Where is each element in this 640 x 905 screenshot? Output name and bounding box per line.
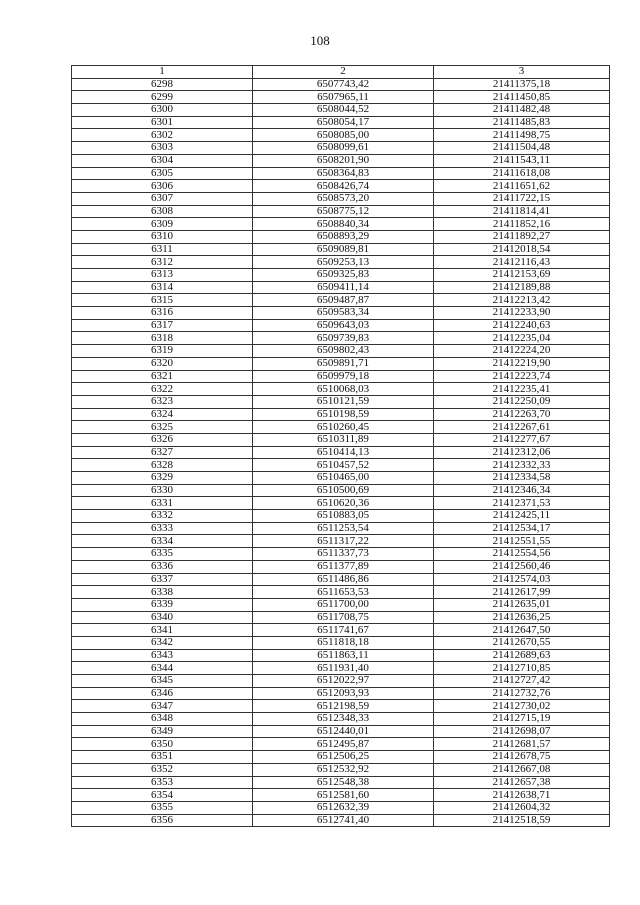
- table-row: [72, 192, 610, 205]
- point-number-cell: 6346: [72, 687, 253, 700]
- y-coordinate-cell: 21412667,08: [434, 763, 610, 776]
- point-number-cell: 6349: [72, 725, 253, 738]
- x-coordinate-cell: 6510465,00: [253, 472, 434, 485]
- point-number-cell: 6320: [72, 357, 253, 370]
- y-coordinate-cell: 21412554,56: [434, 548, 610, 561]
- y-coordinate-cell: 21412332,33: [434, 459, 610, 472]
- point-number-cell: 6316: [72, 307, 253, 320]
- x-coordinate-cell: 6510198,59: [253, 408, 434, 421]
- y-coordinate-cell: 21411618,08: [434, 167, 610, 180]
- point-number-cell: 6328: [72, 459, 253, 472]
- x-coordinate-cell: 6510414,13: [253, 446, 434, 459]
- table-row: [72, 180, 610, 193]
- point-number-cell: 6312: [72, 256, 253, 269]
- y-coordinate-cell: 21412235,04: [434, 332, 610, 345]
- table-row: [72, 383, 610, 396]
- y-coordinate-cell: 21412681,57: [434, 738, 610, 751]
- y-coordinate-cell: 21412312,06: [434, 446, 610, 459]
- y-coordinate-cell: 21412647,50: [434, 624, 610, 637]
- y-coordinate-cell: 21412715,19: [434, 713, 610, 726]
- column-header-3: 3: [434, 66, 610, 79]
- y-coordinate-cell: 21412730,02: [434, 700, 610, 713]
- column-header-2: 2: [253, 66, 434, 79]
- table-row: [72, 421, 610, 434]
- point-number-cell: 6313: [72, 269, 253, 282]
- table-row: [72, 218, 610, 231]
- point-number-cell: 6319: [72, 345, 253, 358]
- table-row: [72, 395, 610, 408]
- y-coordinate-cell: 21412638,71: [434, 789, 610, 802]
- table-row: [72, 307, 610, 320]
- x-coordinate-cell: 6509089,81: [253, 243, 434, 256]
- x-coordinate-cell: 6511337,73: [253, 548, 434, 561]
- x-coordinate-cell: 6509583,34: [253, 307, 434, 320]
- x-coordinate-cell: 6511317,22: [253, 535, 434, 548]
- point-number-cell: 6353: [72, 776, 253, 789]
- point-number-cell: 6334: [72, 535, 253, 548]
- y-coordinate-cell: 21412263,70: [434, 408, 610, 421]
- y-coordinate-cell: 21411543,11: [434, 154, 610, 167]
- table-row: [72, 269, 610, 282]
- y-coordinate-cell: 21412223,74: [434, 370, 610, 383]
- x-coordinate-cell: 6510883,05: [253, 510, 434, 523]
- y-coordinate-cell: 21411375,18: [434, 78, 610, 91]
- y-coordinate-cell: 21412678,75: [434, 751, 610, 764]
- table-row: [72, 776, 610, 789]
- table-row: [72, 522, 610, 535]
- table-row: [72, 636, 610, 649]
- table-row: [72, 535, 610, 548]
- y-coordinate-cell: 21412604,32: [434, 801, 610, 814]
- table-row: [72, 142, 610, 155]
- point-number-cell: 6350: [72, 738, 253, 751]
- y-coordinate-cell: 21412116,43: [434, 256, 610, 269]
- x-coordinate-cell: 6507743,42: [253, 78, 434, 91]
- y-coordinate-cell: 21411814,41: [434, 205, 610, 218]
- table-row: [72, 116, 610, 129]
- point-number-cell: 6338: [72, 586, 253, 599]
- x-coordinate-cell: 6511818,18: [253, 636, 434, 649]
- y-coordinate-cell: 21412425,11: [434, 510, 610, 523]
- x-coordinate-cell: 6510311,89: [253, 433, 434, 446]
- point-number-cell: 6304: [72, 154, 253, 167]
- x-coordinate-cell: 6512532,92: [253, 763, 434, 776]
- x-coordinate-cell: 6512548,38: [253, 776, 434, 789]
- y-coordinate-cell: 21412233,90: [434, 307, 610, 320]
- table-row: [72, 459, 610, 472]
- point-number-cell: 6300: [72, 104, 253, 117]
- x-coordinate-cell: 6510457,52: [253, 459, 434, 472]
- point-number-cell: 6306: [72, 180, 253, 193]
- table-header-row: [72, 66, 610, 79]
- table-row: [72, 700, 610, 713]
- x-coordinate-cell: 6511931,40: [253, 662, 434, 675]
- point-number-cell: 6326: [72, 433, 253, 446]
- point-number-cell: 6356: [72, 814, 253, 827]
- table-row: [72, 319, 610, 332]
- table-row: [72, 78, 610, 91]
- table-row: [72, 573, 610, 586]
- x-coordinate-cell: 6512581,60: [253, 789, 434, 802]
- x-coordinate-cell: 6510068,03: [253, 383, 434, 396]
- table-row: [72, 725, 610, 738]
- table-row: [72, 751, 610, 764]
- point-number-cell: 6317: [72, 319, 253, 332]
- y-coordinate-cell: 21412635,01: [434, 598, 610, 611]
- y-coordinate-cell: 21411651,62: [434, 180, 610, 193]
- x-coordinate-cell: 6509802,43: [253, 345, 434, 358]
- y-coordinate-cell: 21412346,34: [434, 484, 610, 497]
- table-row: [72, 510, 610, 523]
- table-row: [72, 624, 610, 637]
- point-number-cell: 6351: [72, 751, 253, 764]
- x-coordinate-cell: 6509487,87: [253, 294, 434, 307]
- y-coordinate-cell: 21412018,54: [434, 243, 610, 256]
- y-coordinate-cell: 21412636,25: [434, 611, 610, 624]
- y-coordinate-cell: 21412240,63: [434, 319, 610, 332]
- point-number-cell: 6322: [72, 383, 253, 396]
- table-row: [72, 205, 610, 218]
- x-coordinate-cell: 6512022,97: [253, 675, 434, 688]
- x-coordinate-cell: 6509643,03: [253, 319, 434, 332]
- table-row: [72, 611, 610, 624]
- x-coordinate-cell: 6508573,20: [253, 192, 434, 205]
- x-coordinate-cell: 6511653,53: [253, 586, 434, 599]
- y-coordinate-cell: 21412277,67: [434, 433, 610, 446]
- table-row: [72, 154, 610, 167]
- table-row: [72, 675, 610, 688]
- point-number-cell: 6318: [72, 332, 253, 345]
- table-row: [72, 738, 610, 751]
- y-coordinate-cell: 21412617,99: [434, 586, 610, 599]
- point-number-cell: 6324: [72, 408, 253, 421]
- y-coordinate-cell: 21411485,83: [434, 116, 610, 129]
- point-number-cell: 6311: [72, 243, 253, 256]
- y-coordinate-cell: 21412250,09: [434, 395, 610, 408]
- point-number-cell: 6354: [72, 789, 253, 802]
- table-row: [72, 814, 610, 827]
- point-number-cell: 6341: [72, 624, 253, 637]
- x-coordinate-cell: 6512198,59: [253, 700, 434, 713]
- table-row: [72, 598, 610, 611]
- point-number-cell: 6339: [72, 598, 253, 611]
- table-row: [72, 472, 610, 485]
- x-coordinate-cell: 6512506,25: [253, 751, 434, 764]
- point-number-cell: 6315: [72, 294, 253, 307]
- point-number-cell: 6301: [72, 116, 253, 129]
- point-number-cell: 6330: [72, 484, 253, 497]
- point-number-cell: 6340: [72, 611, 253, 624]
- point-number-cell: 6335: [72, 548, 253, 561]
- point-number-cell: 6342: [72, 636, 253, 649]
- y-coordinate-cell: 21412371,53: [434, 497, 610, 510]
- point-number-cell: 6355: [72, 801, 253, 814]
- table-row: [72, 713, 610, 726]
- table-row: [72, 586, 610, 599]
- x-coordinate-cell: 6510260,45: [253, 421, 434, 434]
- table-row: [72, 243, 610, 256]
- x-coordinate-cell: 6510121,59: [253, 395, 434, 408]
- y-coordinate-cell: 21411504,48: [434, 142, 610, 155]
- y-coordinate-cell: 21412534,17: [434, 522, 610, 535]
- point-number-cell: 6308: [72, 205, 253, 218]
- y-coordinate-cell: 21411892,27: [434, 230, 610, 243]
- y-coordinate-cell: 21412670,55: [434, 636, 610, 649]
- table-row: [72, 91, 610, 104]
- point-number-cell: 6347: [72, 700, 253, 713]
- x-coordinate-cell: 6510500,69: [253, 484, 434, 497]
- x-coordinate-cell: 6509979,18: [253, 370, 434, 383]
- point-number-cell: 6332: [72, 510, 253, 523]
- x-coordinate-cell: 6508775,12: [253, 205, 434, 218]
- y-coordinate-cell: 21411498,75: [434, 129, 610, 142]
- x-coordinate-cell: 6509739,83: [253, 332, 434, 345]
- table-row: [72, 687, 610, 700]
- point-number-cell: 6309: [72, 218, 253, 231]
- table-row: [72, 484, 610, 497]
- point-number-cell: 6298: [72, 78, 253, 91]
- x-coordinate-cell: 6512741,40: [253, 814, 434, 827]
- x-coordinate-cell: 6509891,71: [253, 357, 434, 370]
- x-coordinate-cell: 6512348,33: [253, 713, 434, 726]
- table-row: [72, 345, 610, 358]
- point-number-cell: 6303: [72, 142, 253, 155]
- point-number-cell: 6337: [72, 573, 253, 586]
- page-number: 108: [310, 33, 330, 48]
- table-row: [72, 129, 610, 142]
- point-number-cell: 6310: [72, 230, 253, 243]
- point-number-cell: 6331: [72, 497, 253, 510]
- y-coordinate-cell: 21411722,15: [434, 192, 610, 205]
- column-header-1: 1: [72, 66, 253, 79]
- table-row: [72, 801, 610, 814]
- y-coordinate-cell: 21412710,85: [434, 662, 610, 675]
- x-coordinate-cell: 6508840,34: [253, 218, 434, 231]
- x-coordinate-cell: 6508054,17: [253, 116, 434, 129]
- point-number-cell: 6321: [72, 370, 253, 383]
- point-number-cell: 6336: [72, 560, 253, 573]
- x-coordinate-cell: 6508893,29: [253, 230, 434, 243]
- point-number-cell: 6327: [72, 446, 253, 459]
- y-coordinate-cell: 21411450,85: [434, 91, 610, 104]
- y-coordinate-cell: 21412732,76: [434, 687, 610, 700]
- y-coordinate-cell: 21412235,41: [434, 383, 610, 396]
- x-coordinate-cell: 6512632,39: [253, 801, 434, 814]
- y-coordinate-cell: 21412189,88: [434, 281, 610, 294]
- x-coordinate-cell: 6511741,67: [253, 624, 434, 637]
- point-number-cell: 6323: [72, 395, 253, 408]
- point-number-cell: 6344: [72, 662, 253, 675]
- x-coordinate-cell: 6508085,00: [253, 129, 434, 142]
- y-coordinate-cell: 21412213,42: [434, 294, 610, 307]
- x-coordinate-cell: 6508099,61: [253, 142, 434, 155]
- table-row: [72, 789, 610, 802]
- point-number-cell: 6325: [72, 421, 253, 434]
- x-coordinate-cell: 6510620,36: [253, 497, 434, 510]
- point-number-cell: 6299: [72, 91, 253, 104]
- table-row: [72, 294, 610, 307]
- table-row: [72, 256, 610, 269]
- y-coordinate-cell: 21412551,55: [434, 535, 610, 548]
- table-row: [72, 649, 610, 662]
- table-row: [72, 167, 610, 180]
- x-coordinate-cell: 6511700,00: [253, 598, 434, 611]
- table-row: [72, 560, 610, 573]
- x-coordinate-cell: 6509325,83: [253, 269, 434, 282]
- x-coordinate-cell: 6511708,75: [253, 611, 434, 624]
- x-coordinate-cell: 6509253,13: [253, 256, 434, 269]
- y-coordinate-cell: 21412518,59: [434, 814, 610, 827]
- y-coordinate-cell: 21412574,03: [434, 573, 610, 586]
- point-number-cell: 6333: [72, 522, 253, 535]
- x-coordinate-cell: 6511863,11: [253, 649, 434, 662]
- x-coordinate-cell: 6508044,52: [253, 104, 434, 117]
- y-coordinate-cell: 21412334,58: [434, 472, 610, 485]
- x-coordinate-cell: 6509411,14: [253, 281, 434, 294]
- table-row: [72, 548, 610, 561]
- x-coordinate-cell: 6508201,90: [253, 154, 434, 167]
- x-coordinate-cell: 6507965,11: [253, 91, 434, 104]
- table-row: [72, 408, 610, 421]
- y-coordinate-cell: 21412727,42: [434, 675, 610, 688]
- point-number-cell: 6302: [72, 129, 253, 142]
- y-coordinate-cell: 21412657,38: [434, 776, 610, 789]
- table-row: [72, 370, 610, 383]
- table-row: [72, 497, 610, 510]
- x-coordinate-cell: 6512093,93: [253, 687, 434, 700]
- point-number-cell: 6343: [72, 649, 253, 662]
- table-row: [72, 332, 610, 345]
- point-number-cell: 6352: [72, 763, 253, 776]
- y-coordinate-cell: 21412689,63: [434, 649, 610, 662]
- x-coordinate-cell: 6508364,83: [253, 167, 434, 180]
- point-number-cell: 6348: [72, 713, 253, 726]
- y-coordinate-cell: 21412153,69: [434, 269, 610, 282]
- table-row: [72, 230, 610, 243]
- y-coordinate-cell: 21412560,46: [434, 560, 610, 573]
- y-coordinate-cell: 21411852,16: [434, 218, 610, 231]
- point-number-cell: 6314: [72, 281, 253, 294]
- point-number-cell: 6329: [72, 472, 253, 485]
- table-row: [72, 446, 610, 459]
- coordinates-table: [71, 65, 610, 827]
- x-coordinate-cell: 6512495,87: [253, 738, 434, 751]
- point-number-cell: 6345: [72, 675, 253, 688]
- x-coordinate-cell: 6511377,89: [253, 560, 434, 573]
- point-number-cell: 6307: [72, 192, 253, 205]
- y-coordinate-cell: 21412224,20: [434, 345, 610, 358]
- x-coordinate-cell: 6508426,74: [253, 180, 434, 193]
- x-coordinate-cell: 6511486,86: [253, 573, 434, 586]
- x-coordinate-cell: 6512440,01: [253, 725, 434, 738]
- y-coordinate-cell: 21412219,90: [434, 357, 610, 370]
- table-row: [72, 104, 610, 117]
- y-coordinate-cell: 21412267,61: [434, 421, 610, 434]
- y-coordinate-cell: 21412698,07: [434, 725, 610, 738]
- y-coordinate-cell: 21411482,48: [434, 104, 610, 117]
- point-number-cell: 6305: [72, 167, 253, 180]
- table-row: [72, 433, 610, 446]
- table-row: [72, 662, 610, 675]
- x-coordinate-cell: 6511253,54: [253, 522, 434, 535]
- table-row: [72, 763, 610, 776]
- table-row: [72, 357, 610, 370]
- table-row: [72, 281, 610, 294]
